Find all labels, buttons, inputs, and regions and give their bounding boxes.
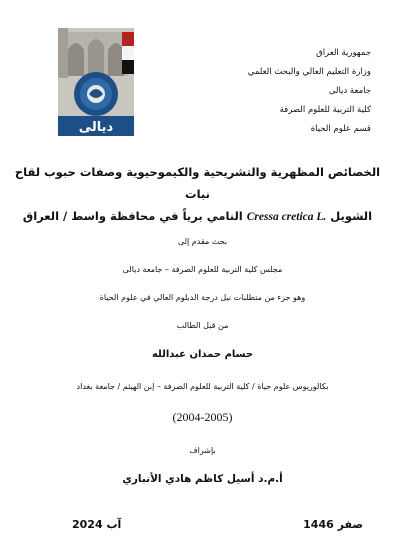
logo-text: ديالى bbox=[78, 120, 114, 135]
title-location: النامي برياً في محافظة واسط / العراق bbox=[22, 209, 243, 223]
council-line: مجلس كلية التربية للعلوم الصرفة – جامعة ديالى bbox=[122, 265, 283, 274]
requirement-line: وهو جزء من متطلبات نيل درجة الدبلوم العالي في علوم الحياة bbox=[99, 293, 306, 302]
title-plant-common-name: الشويل bbox=[330, 209, 373, 223]
supervision-label: بإشراف bbox=[189, 446, 216, 455]
student-name: حسام حمدان عبدالله bbox=[151, 349, 254, 360]
country-line: جمهورية العراق bbox=[316, 48, 371, 58]
title-line-1: الخصائص المظهرية والتشريحية والكيموحيوية وصفات حبوب لقاح نبات bbox=[14, 165, 381, 201]
supervisor-name: أ.م.د أسيل كاظم هادي الأنباري bbox=[122, 473, 283, 485]
logo-emblem-icon bbox=[58, 28, 134, 136]
institution-header bbox=[171, 44, 371, 139]
title-scientific-name: Cressa cretica L. bbox=[246, 211, 327, 223]
university-logo bbox=[58, 28, 134, 136]
university-line: جامعة ديالى bbox=[328, 86, 371, 96]
submitted-to: بحث مقدم إلى bbox=[177, 237, 228, 246]
gregorian-date: آب 2024 bbox=[72, 518, 122, 531]
degree-line: بكالوريوس علوم حياة / كلية التربية للعلوم الصرفة – إبن الهيثم / جامعة بغداد bbox=[76, 382, 329, 391]
degree-years: (2004-2005) bbox=[172, 410, 233, 424]
department-line: قسم علوم الحياة bbox=[310, 124, 371, 134]
thesis-title bbox=[12, 161, 383, 228]
by-student-label: من قبل الطالب bbox=[176, 321, 229, 330]
ministry-line: وزارة التعليم العالي والبحث العلمي bbox=[247, 67, 371, 77]
hijri-date: صفر 1446 bbox=[303, 518, 363, 531]
title-line-2 bbox=[12, 205, 383, 228]
college-line: كلية التربية للعلوم الصرفة bbox=[279, 105, 371, 115]
